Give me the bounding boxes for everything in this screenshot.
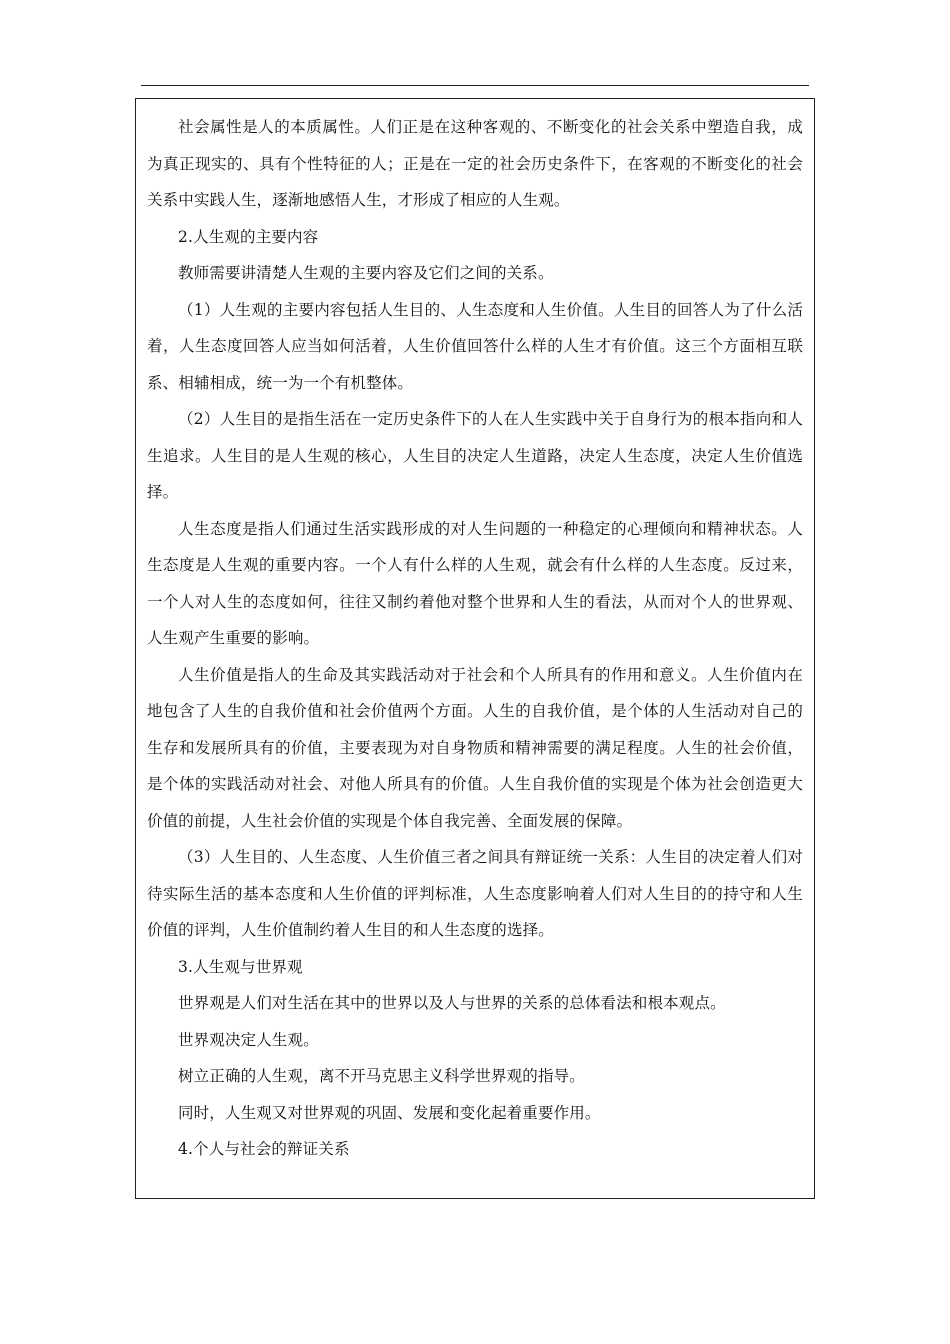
paragraph-point-2: （2）人生目的是指生活在一定历史条件下的人在人生实践中关于自身行为的根本指向和人生追求。人生目的是人生观的核心，人生目的决定人生道路，决定人生态度，决定人生价值选择。 [147, 410, 803, 501]
paragraph-point-3: （3）人生目的、人生态度、人生价值三者之间具有辩证统一关系：人生目的决定着人们对待实际生活的基本态度和人生价值的评判标准，人生态度影响着人们对人生目的的持守和人生价值的评判，人生价值制约着人生目的和人生态度的选择。 [147, 848, 803, 939]
paragraph-social-attribute: 社会属性是人的本质属性。人们正是在这种客观的、不断变化的社会关系中塑造自我，成为真正现实的、具有个性特征的人；正是在一定的社会历史条件下，在客观的不断变化的社会关系中实践人生，逐渐地感悟人生，才形成了相应的人生观。 [147, 118, 803, 209]
paragraph-worldview-decides: 世界观决定人生观。 [178, 1030, 319, 1049]
document-body [147, 109, 803, 1168]
section-heading-individual-society: 4.个人与社会的辩证关系 [178, 1140, 350, 1158]
paragraph-worldview-definition: 世界观是人们对生活在其中的世界以及人与世界的关系的总体看法和根本观点。 [178, 994, 726, 1012]
section-heading-main-content: 2.人生观的主要内容 [178, 227, 319, 246]
paragraph-life-attitude: 人生态度是指人们通过生活实践形成的对人生问题的一种稳定的心理倾向和精神状态。人生态度是人生观的重要内容。一个人有什么样的人生观，就会有什么样的人生态度。反过来，一个人对人生的态度如何，往往又制约着他对整个世界和人生的看法，从而对个人的世界观、人生观产生重要的影响。 [147, 519, 803, 647]
paragraph-life-value: 人生价值是指人的生命及其实践活动对于社会和个人所具有的作用和意义。人生价值内在地包含了人生的自我价值和社会价值两个方面。人生的自我价值，是个体的人生活动对自己的生存和发展所具有的价值，主要表现为对自身物质和精神需要的满足程度。人生的社会价值，是个体的实践活动对社会、对他人所具有的价值。人生自我价值的实现是个体为社会创造更大价值的前提，人生社会价值的实现是个体自我完善、全面发展的保障。 [147, 665, 803, 830]
paragraph-marxist-guidance: 树立正确的人生观，离不开马克思主义科学世界观的指导。 [178, 1067, 585, 1085]
header-rule [141, 85, 809, 86]
section-heading-worldview: 3.人生观与世界观 [178, 957, 303, 976]
paragraph-teacher-note: 教师需要讲清楚人生观的主要内容及它们之间的关系。 [178, 264, 554, 282]
paragraph-point-1: （1）人生观的主要内容包括人生目的、人生态度和人生价值。人生目的回答人为了什么活着，人生态度回答人应当如何活着，人生价值回答什么样的人生才有价值。这三个方面相互联系、相辅相成，统一为一个有机整体。 [147, 300, 803, 392]
paragraph-counter-effect: 同时，人生观又对世界观的巩固、发展和变化起着重要作用。 [178, 1103, 601, 1122]
content-table-cell [135, 98, 815, 1199]
